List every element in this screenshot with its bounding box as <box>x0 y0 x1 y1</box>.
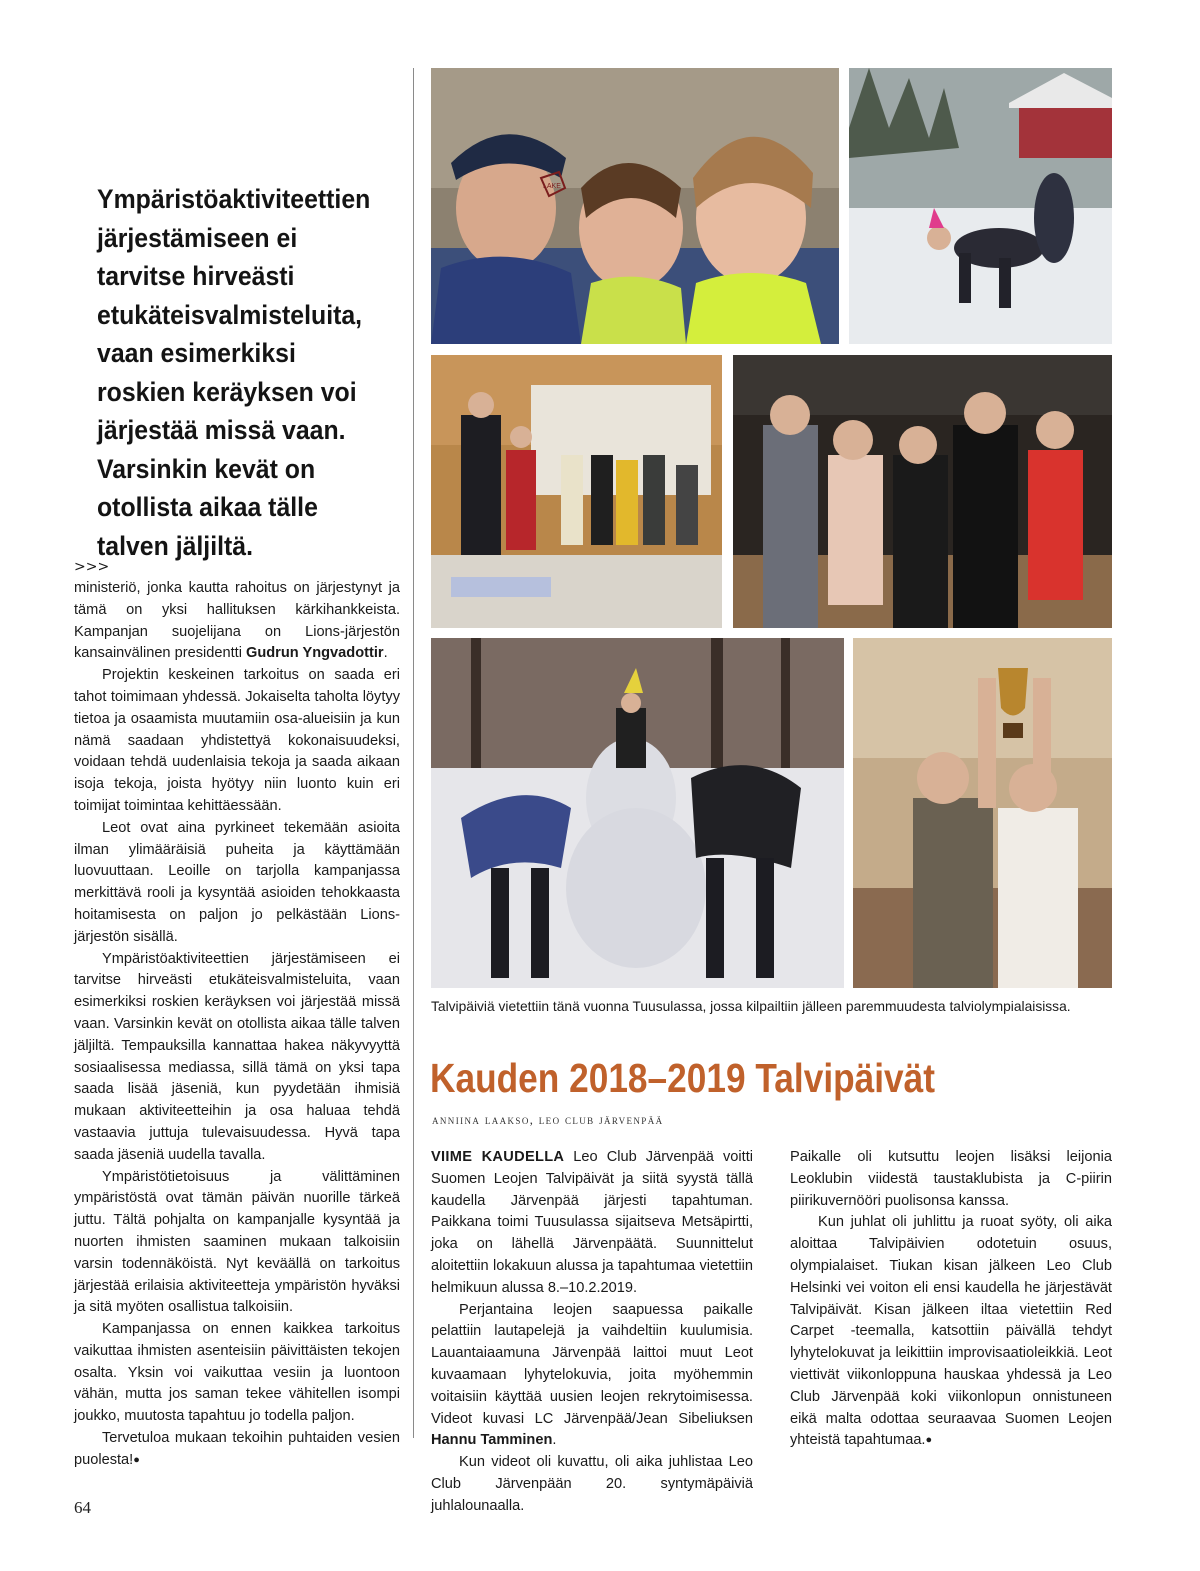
lead-in: VIIME KAUDELLA <box>431 1149 565 1165</box>
article-column-2 <box>790 1147 1112 1452</box>
person-name: Hannu Tamminen <box>431 1432 553 1449</box>
article-headline: Kauden 2018–2019 Talvipäivät <box>430 1055 936 1101</box>
left-paragraph-2: Projektin keskeinen tarkoitus on saada eri tahot toimimaan yhdessä. Jokaiselta taholta löytyy tietoa ja osaamista muutamiin osa-alueisiin ja kun nämä saadaan yhdistettyä kokonaisuudeksi, voidaan tehdä uudenlaisia tekoja ja saada aikaan isoja tekoja, joista hyötyy niin luonto kuin eri toimijat toimintaa kehittäessään. <box>74 667 400 814</box>
photo-face-paint <box>431 68 839 344</box>
left-paragraph-7: Tervetuloa mukaan tekoihin puhtaiden vesien puolesta!● <box>74 1430 400 1468</box>
article-paragraph-5: Kun juhlat oli juhlittu ja ruoat syöty, oli aika aloittaa Talvipäivien odotetuin osuus, olympialaiset. Tiukan kisan jälkeen Leo Club Helsinki vei voiton eli ensi kaudella he järjestävät Talvipäivät. Kisan jälkeen iltaa vietettiin Red Carpet -teemalla, katsottiin päivällä tehdyt lyhytelokuvat ja leikittiin improvisaatioleikkiä. Leot viettivät viikonloppuna hauskaa yhdessä ja Leo Club Järvenpää koki viikonlopun onnistuneen eikä malta odottaa seuraavaa Suomen Leojen yhteistä tapahtumaa.● <box>790 1214 1112 1449</box>
photo-trophy <box>853 638 1112 988</box>
face-paint-label: LAKE <box>543 183 561 190</box>
page-number: 64 <box>74 1498 91 1517</box>
photo-caption: Talvipäiviä vietettiin tänä vuonna Tuusulassa, jossa kilpailtiin jälleen paremmuudesta talviolympialaisissa. <box>431 999 1071 1014</box>
photo-snowman <box>431 638 844 988</box>
column-divider <box>413 68 414 1438</box>
person-name: Gudrun Yngvadottir <box>246 645 384 662</box>
photo-snow-piggyback <box>849 68 1112 344</box>
photo-red-carpet <box>733 355 1112 628</box>
left-paragraph-4: Ympäristöaktiviteettien järjestämiseen ei tarvitse hirveästi etukäteisvalmisteluita, vaan esimerkiksi roskien keräyksen voi järjestää missä vaan. Varsinkin kevät on otollista aikaa tälle talven jäljiltä. Tempauksilla kannattaa hakea näkyvyyttä sosiaalisessa mediassa, sillä tämä on yksi tapa saada lisää jäseniä, kun pyydetään ihmisiä mukaan aktiviteetteihin ja osa haluaa tehdä vastaavia juttuja tulevaisuudessa. Hyvä tapa saada jäseniä uudella tavalla. <box>74 950 400 1163</box>
end-mark: ● <box>925 1434 933 1447</box>
left-paragraph-3: Leot ovat aina pyrkineet tekemään asioita ilman ylimääräisiä puheita ja käyttämään luovuuttaan. Leoille on tarjolla kampanjassa merkittävä rooli ja kysyntää asioiden tehokkaasta hoitamisesta on paljon jo pelkästään Lions-järjestön sisällä. <box>74 819 400 945</box>
article-paragraph-1: VIIME KAUDELLA Leo Club Järvenpää voitti Suomen Leojen Talvipäivät ja siitä syystä tällä kaudella Järvenpää järjesti tapahtuman. Paikkana toimi Tuusulassa sijaitseva Metsäpirtti, joka on lähellä Järvenpäätä. Suunnittelut aloitettiin lokakuun alussa ja tapahtumaa vietettiin helmikuun alussa 8.–10.2.2019. <box>431 1149 753 1296</box>
continued-marker: >>> <box>74 559 110 575</box>
article-paragraph-4: Paikalle oli kutsuttu leojen lisäksi leijonia Leoklubin viidestä taustaklubista ja C-piirin piirikuvernööri puolisonsa kanssa. <box>790 1149 1112 1209</box>
left-paragraph-5: Ympäristötietoisuus ja välittäminen ympäristöstä ovat tämän päivän nuorille tärkeä juttu. Tältä pohjalta on kampanjalle kysyntää ja nuorten ihmisten saaminen mukaan talkoisiin varsin todennäköistä. Nyt keväällä on tarkoitus järjestää erilaisia aktiviteetteja ympäristön hyväksi ja sitä myöten osallistua talkoisiin. <box>74 1168 400 1316</box>
left-article-body <box>74 556 400 1472</box>
article-column-1 <box>431 1147 753 1518</box>
photo-hall-ceremony <box>431 355 722 628</box>
end-mark: ● <box>133 1453 140 1466</box>
left-paragraph-1: ministeriö, jonka kautta rahoitus on järjestynyt ja tämä on yksi hallituksen kärkihankkeista. Kampanjan suojelijana on Lions-järjestön kansainvälinen presidentti Gudrun Yngvadottir. <box>74 580 400 662</box>
left-paragraph-6: Kampanjassa on ennen kaikkea tarkoitus vaikuttaa ihmisten asenteisiin päivittäisten tekojen osalta. Yksin voi vaikuttaa vesiin ja luontoon vähän, mutta jos saman tekee vähitellen isompi joukko, muutosta tapahtuu jo todella paljon. <box>74 1321 400 1425</box>
article-paragraph-2: Perjantaina leojen saapuessa paikalle pelattiin lautapelejä ja vaihdeltiin kuulumisia. Lauantaiaamuna Järvenpää laittoi muut Leot kuvaamaan lyhytelokuvia, joita myöhemmin voitaisiin käyttää uusien leojen rekrytoimisessa. Videot kuvasi LC Järvenpää/Jean Sibeliuksen Hannu Tamminen. <box>431 1301 753 1449</box>
article-byline: anniina laakso, leo club järvenpää <box>432 1113 664 1127</box>
pull-quote: Ympäristöaktiviteettien järjestämiseen ei tarvitse hirveästi etukäteisvalmisteluita, vaan esimerkiksi roskien keräyksen voi järjestää missä vaan. Varsinkin kevät on otollista aikaa tälle talven jäljiltä. <box>97 184 371 561</box>
article-paragraph-3: Kun videot oli kuvattu, oli aika juhlistaa Leo Club Järvenpään 20. syntymäpäiviä juhlalounaalla. <box>431 1454 753 1514</box>
